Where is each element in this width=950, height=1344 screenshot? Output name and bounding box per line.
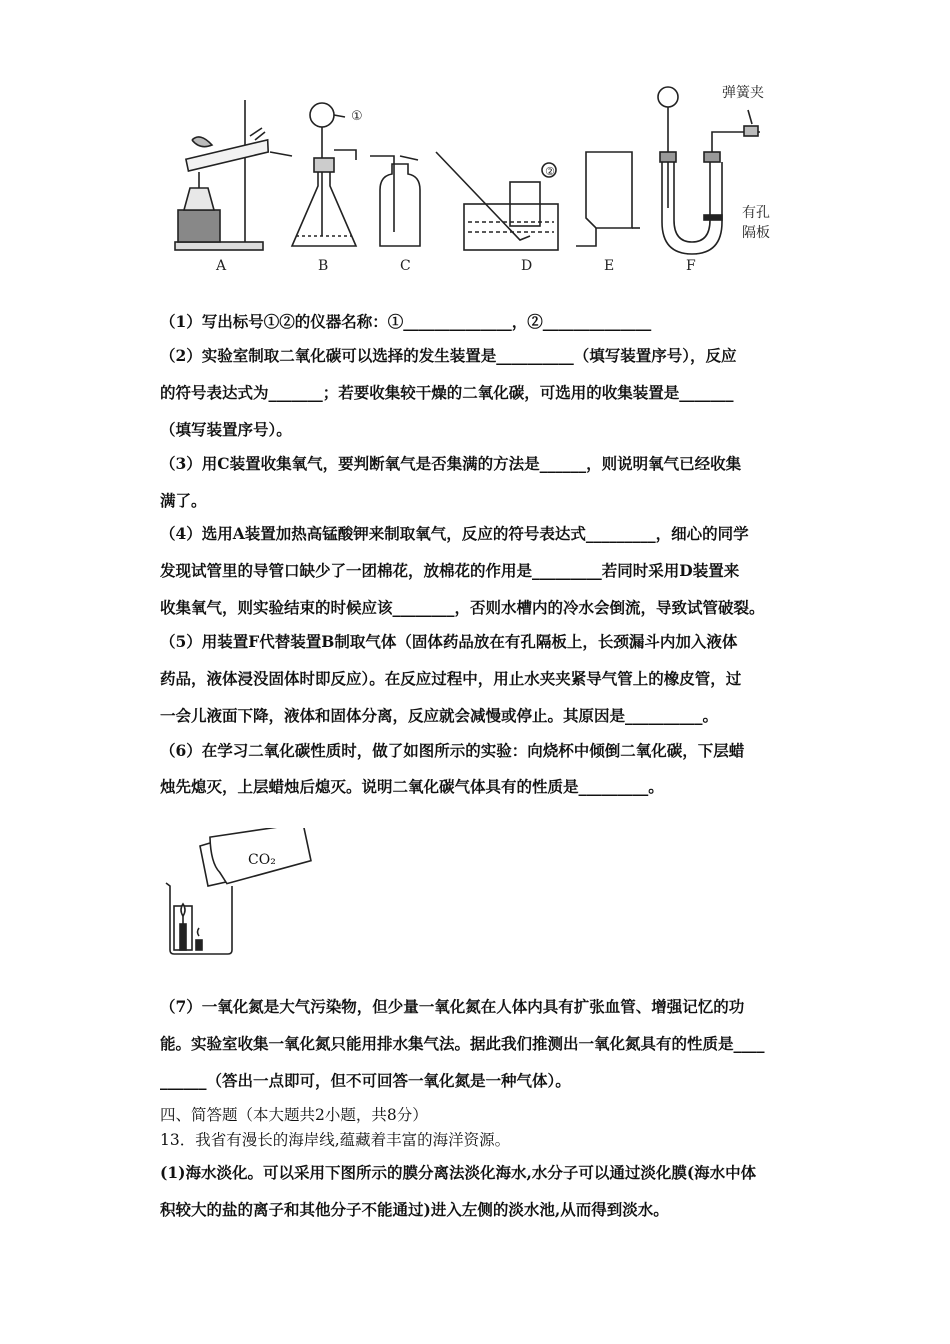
question-line: (1)海水淡化。可以采用下图所示的膜分离法淡化海水,水分子可以通过淡化膜(海水中体 xyxy=(160,1163,757,1182)
question-line: （6）在学习二氧化碳性质时，做了如图所示的实验：向烧杯中倾倒二氧化碳，下层蜡 xyxy=(160,741,745,760)
co2-label: CO₂ xyxy=(248,852,276,868)
spring-clip-label: 弹簧夹 xyxy=(722,85,764,101)
question-line: 药品，液体浸没固体时即反应）。在反应过程中，用止水夹夹紧导气管上的橡皮管，过 xyxy=(160,669,742,688)
question-line: 发现试管里的导管口缺少了一团棉花，放棉花的作用是_________若同时采用D装置来 xyxy=(160,561,740,580)
question-line: 能。实验室收集一氧化氮只能用排水集气法。据此我们推测出一氧化氮具有的性质是____ xyxy=(160,1034,765,1053)
question-line: 收集氧气，则实验结束的时候应该________，否则水槽内的冷水会倒流，导致试管破裂。 xyxy=(160,598,765,617)
apparatus-b xyxy=(292,103,356,246)
marker-2: ② xyxy=(545,165,555,178)
co2-beaker-figure xyxy=(160,828,320,958)
marker-1: ① xyxy=(351,109,363,124)
label-d: D xyxy=(521,258,533,274)
apparatus-a xyxy=(175,100,292,250)
question-line: （5）用装置F代替装置B制取气体（固体药品放在有孔隔板上，长颈漏斗内加入液体 xyxy=(160,632,738,651)
label-b: B xyxy=(318,258,329,274)
question-line: （3）用C装置收集氧气，要判断氧气是否集满的方法是______，则说明氧气已经收集 xyxy=(160,454,742,473)
apparatus-e xyxy=(576,152,640,246)
porous-plate-label-2: 隔板 xyxy=(742,225,770,241)
question-line: 的符号表达式为_______；若要收集较干燥的二氧化碳，可选用的收集装置是_______ xyxy=(160,383,734,402)
question-13: 13．我省有漫长的海岸线,蕴藏着丰富的海洋资源。 xyxy=(160,1131,511,1149)
label-f: F xyxy=(686,258,696,274)
question-line: 积较大的盐的离子和其他分子不能通过)进入左侧的淡水池,从而得到淡水。 xyxy=(160,1200,669,1219)
label-c: C xyxy=(400,258,411,274)
porous-plate-label-1: 有孔 xyxy=(742,205,770,221)
question-line: （填写装置序号）。 xyxy=(160,420,292,439)
apparatus-c xyxy=(370,156,420,246)
question-line: （7）一氧化氮是大气污染物，但少量一氧化氮在人体内具有扩张血管、增强记忆的功 xyxy=(160,997,745,1016)
question-line: ______（答出一点即可，但不可回答一氧化氮是一种气体）。 xyxy=(160,1071,571,1090)
label-a: A xyxy=(216,258,227,274)
question-line: （1）写出标号①②的仪器名称：①______________，②______________ xyxy=(160,312,652,331)
question-line: 满了。 xyxy=(160,491,207,510)
apparatus-d xyxy=(436,152,558,250)
section-title: 四、简答题（本大题共2小题，共8分） xyxy=(160,1106,428,1124)
question-line: （4）选用A装置加热高锰酸钾来制取氧气，反应的符号表达式_________，细心的同学 xyxy=(160,524,749,543)
question-line: 烛先熄灭，上层蜡烛后熄灭。说明二氧化碳气体具有的性质是_________。 xyxy=(160,777,664,796)
question-line: 一会儿液面下降，液体和固体分离，反应就会减慢或停止。其原因是__________。 xyxy=(160,706,719,725)
apparatus-figure xyxy=(0,0,950,290)
label-e: E xyxy=(604,258,615,274)
question-line: （2）实验室制取二氧化碳可以选择的发生装置是__________（填写装置序号），反应 xyxy=(160,346,737,365)
